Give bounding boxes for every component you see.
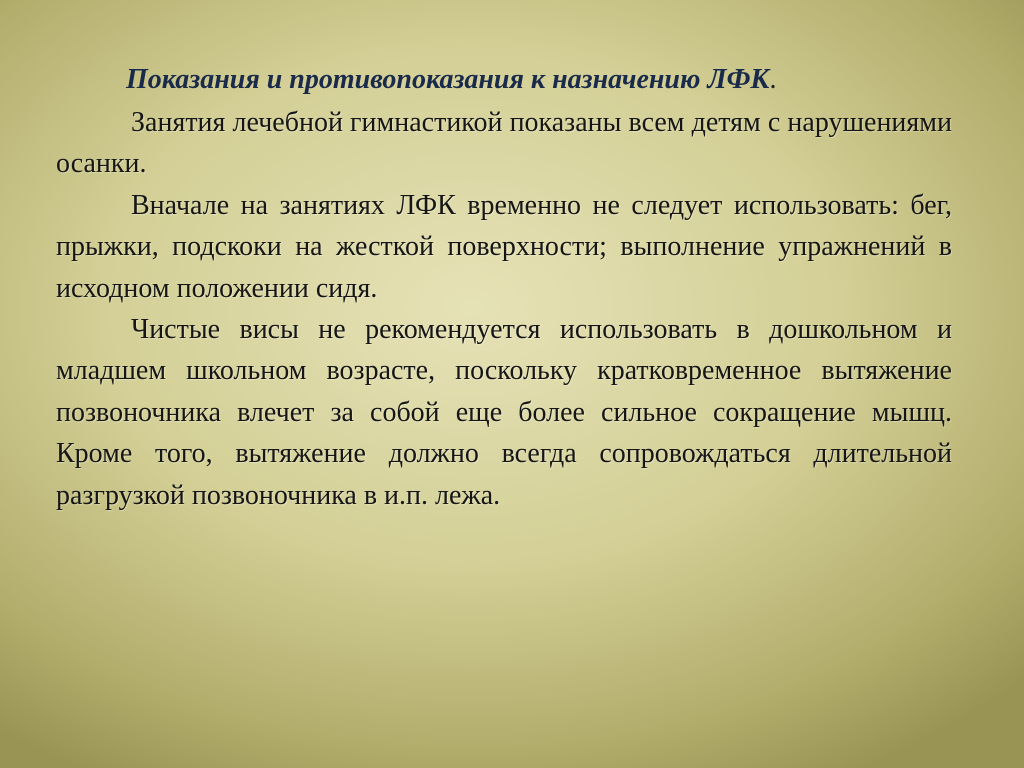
slide-title-period: . (769, 64, 777, 95)
paragraph-hanging-exercises: Чистые висы не рекомендуется использовать в дошкольном и младшем школьном возрасте, поскольку кратковременное вытяжение позвоночника влечет за собой еще более сильное сокращение мышц. Кроме того, вытяжение должно всегда сопровождаться длительной разгрузкой позвоночника в и.п. лежа. (56, 314, 952, 511)
slide-title (126, 60, 986, 100)
paragraph-temporary-restrictions: Вначале на занятиях ЛФК временно не следует использовать: бег, прыжки, подскоки на жесткой поверхности; выполнение упражнений в исходном положении сидя. (56, 189, 952, 304)
slide-title-text: Показания и противопоказания к назначению ЛФК (126, 64, 770, 95)
slide-body (56, 102, 952, 516)
paragraph-indications: Занятия лечебной гимнастикой показаны всем детям с нарушениями осанки. (56, 107, 952, 180)
